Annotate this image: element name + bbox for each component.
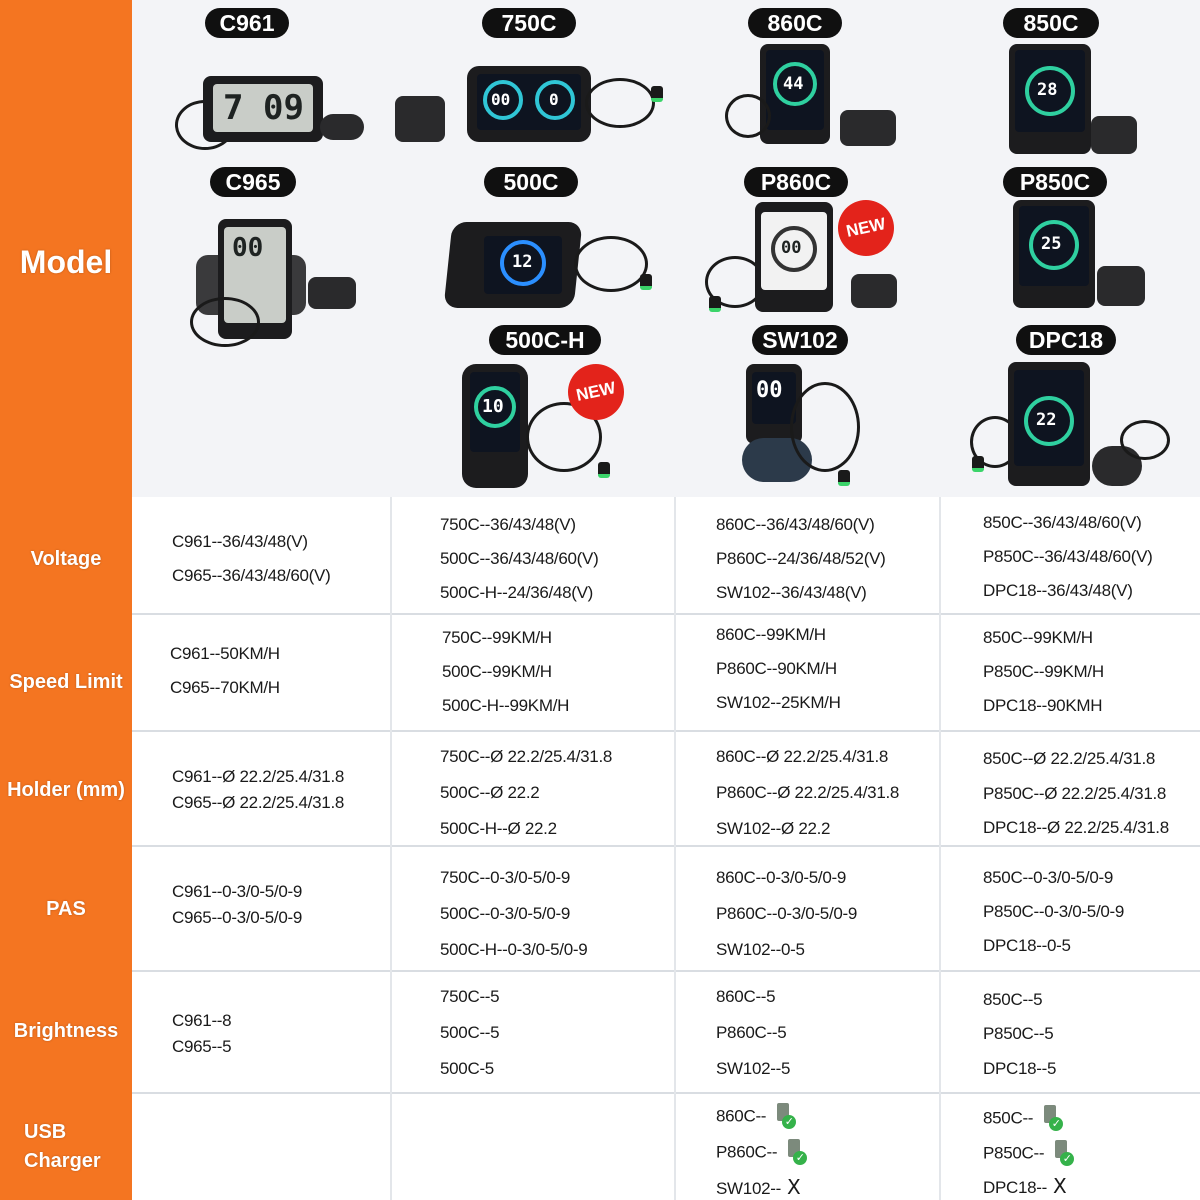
device-p850c: 25 bbox=[1005, 200, 1155, 315]
spec-table: C961--36/43/48(V) C965--36/43/48/60(V) 750C--36/43/48(V) 500C--36/43/48/60(V) 500C-H--24/36/48(V) 860C--36/43/48/60(V) P860C--24/36/48/52(V) SW102--36/43/48(V) 850C--36/43/48/60(V) P850C--36/43/48/60(V) DPC18--36/43/48(V) C961--50KM/H C965--70KM/H 750C--99KM/H 500C--99KM/H 500C-H--99KM/H 860C--99KM/H P860C--90KM/H SW102--25KM/H 850C--99KM/H P850C--99KM/H DPC18--90KMH C961--Ø 22.2/25.4/31.8 C965--Ø 22.2/25.4/31.8 750C--Ø 22.2/25.4/31.8 500C--Ø 22.2 500C-H--Ø 22.2 860C--Ø 22.2/25.4/31.8 P860C--Ø 22.2/25.4/31.8 SW102--Ø 22.2 850C--Ø 22.2/25.4/31.8 P850C--Ø 22.2/25.4/31.8 DPC18--Ø 22.2/25.4/31.8 C961--0-3/0-5/0-9 C965--0-3/0-5/0-9 750C--0-3/0-5/0-9 500C--0-3/0-5/0-9 500C-H--0-3/0-5/0-9 860C--0-3/0-5/0-9 P860C--0-3/0-5/0-9 SW102--0-5 850C--0-3/0-5/0-9 P850C--0-3/0-5/0-9 DPC18--0-5 C961--8 C965--5 750C--5 500C--5 500C-5 860C--5 P860C--5 SW102--5 850C--5 P850C--5 DPC18--5 860C-- ✓ P860C-- ✓ SW102-- X 850C-- ✓ P850C-- ✓ DPC18-- X bbox=[132, 497, 1200, 1200]
row-label-usb: USB bbox=[24, 1121, 67, 1143]
device-850c: 28 bbox=[995, 44, 1145, 162]
model-label-750c: 750C bbox=[482, 8, 576, 38]
row-label-model: Model bbox=[19, 244, 113, 280]
row-label-speed-limit: Speed Limit bbox=[9, 671, 123, 693]
model-label-dpc18: DPC18 bbox=[1016, 325, 1116, 355]
device-500c: 12 bbox=[448, 222, 663, 317]
device-dpc18: 22 bbox=[970, 360, 1175, 492]
row-label-voltage: Voltage bbox=[30, 548, 102, 570]
model-label-860c: 860C bbox=[748, 8, 842, 38]
device-c961: 7 09 bbox=[175, 70, 365, 160]
model-label-p860c: P860C bbox=[744, 167, 848, 197]
usb-check-icon: ✓ bbox=[1052, 1140, 1074, 1168]
usb-check-icon: ✓ bbox=[774, 1103, 796, 1131]
device-750c: 00 0 bbox=[395, 62, 670, 152]
row-label-charger: Charger bbox=[24, 1150, 101, 1172]
model-label-sw102: SW102 bbox=[752, 325, 848, 355]
model-label-500c-h: 500C-H bbox=[489, 325, 601, 355]
row-label-brightness: Brightness bbox=[13, 1020, 119, 1042]
no-usb-icon: X bbox=[1053, 1174, 1067, 1198]
no-usb-icon: X bbox=[786, 1175, 801, 1199]
model-label-c965: C965 bbox=[210, 167, 296, 197]
model-label-850c: 850C bbox=[1003, 8, 1099, 38]
row-label-pas: PAS bbox=[46, 898, 86, 920]
device-500c-h: 10 bbox=[460, 362, 620, 492]
usb-check-icon: ✓ bbox=[785, 1139, 807, 1167]
model-label-p850c: P850C bbox=[1003, 167, 1107, 197]
model-label-c961: C961 bbox=[205, 8, 289, 38]
new-badge-p860c: NEW bbox=[833, 195, 899, 261]
device-sw102: 00 bbox=[740, 362, 865, 492]
model-label-500c: 500C bbox=[484, 167, 578, 197]
device-c965: 00 bbox=[190, 215, 365, 345]
device-860c: 44 bbox=[725, 44, 905, 154]
usb-check-icon: ✓ bbox=[1041, 1105, 1063, 1133]
device-p860c: 00 bbox=[705, 200, 905, 315]
row-label-holder: Holder (mm) bbox=[7, 779, 125, 801]
new-badge-500c-h: NEW bbox=[563, 359, 629, 425]
row-header-sidebar bbox=[0, 0, 132, 1200]
